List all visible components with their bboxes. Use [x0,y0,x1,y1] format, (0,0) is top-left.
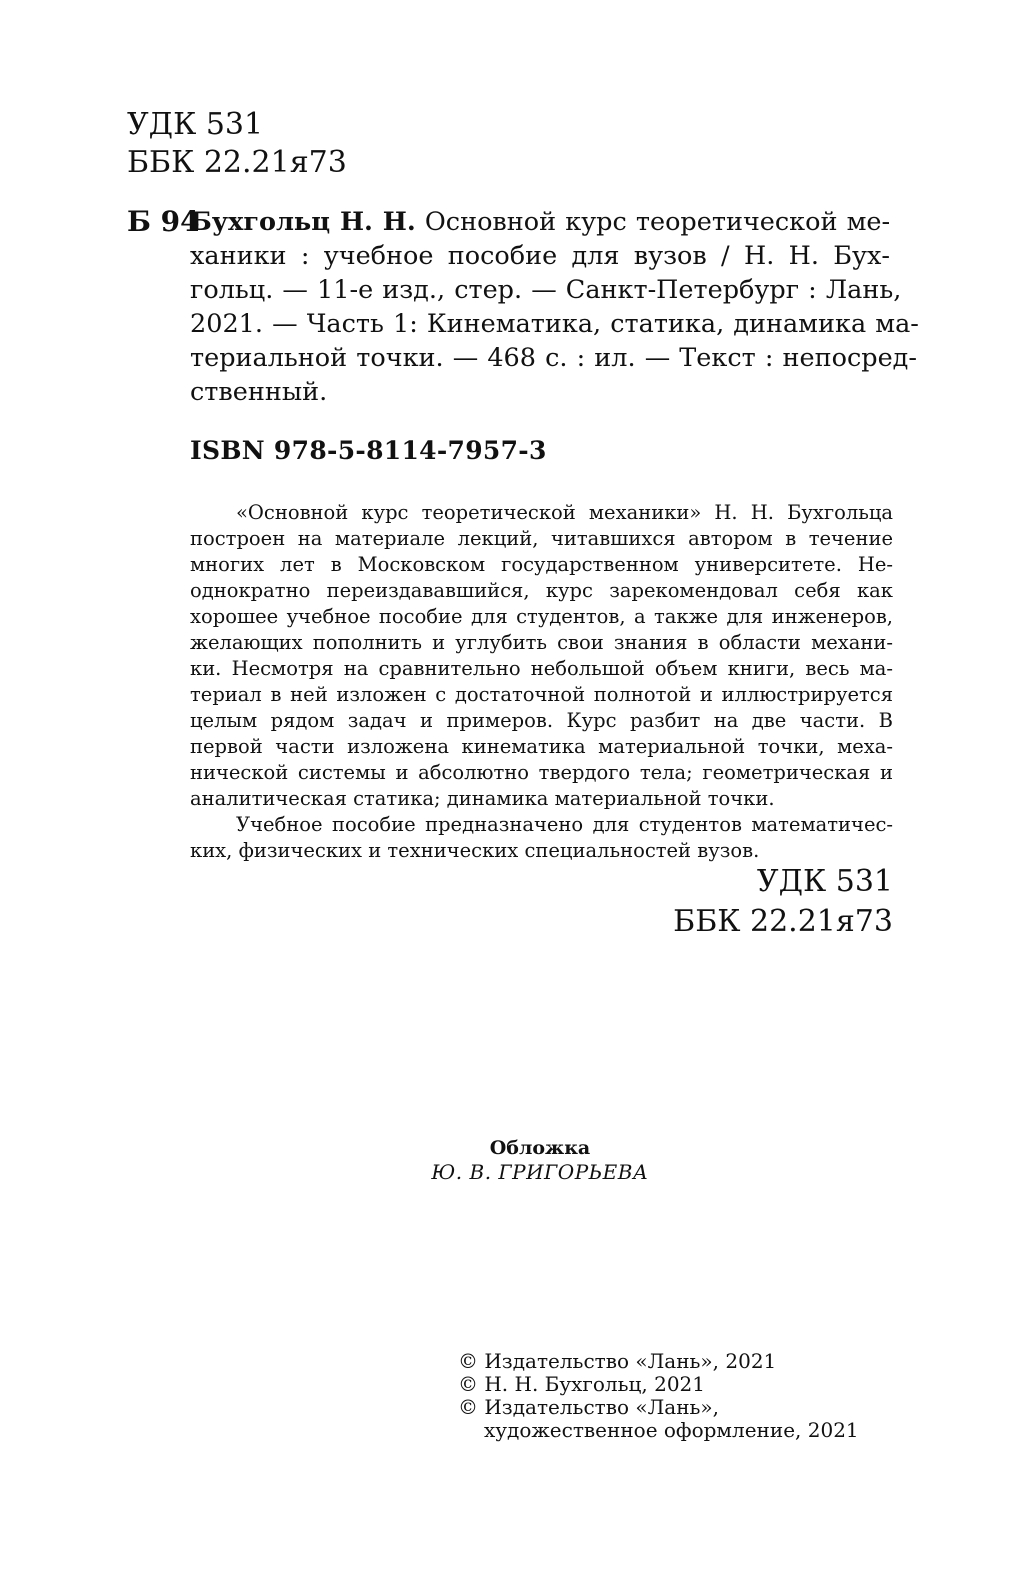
entry-line: териальной точки. — 468 с. : ил. — Текст : непосред- [190,343,917,373]
abstract-line: желающих пополнить и углубить свои знания в области механи- [190,631,893,654]
udk-code: УДК 531 [756,864,893,899]
udk-code: УДК 531 [127,107,264,142]
cover-label: Обложка [489,1137,591,1159]
abstract-line: ких, физических и технических специальностей вузов. [190,839,760,862]
abstract-line: однократно переиздававшийся, курс зарекомендовал себя как [190,579,893,602]
classification-bottom [600,862,893,942]
abstract-line: хорошее учебное пособие для студентов, а также для инженеров, [190,605,893,628]
cover-designer: Ю. В. ГРИГОРЬЕВА [431,1160,649,1184]
entry-line: гольц. — 11-е изд., стер. — Санкт-Петербург : Лань, [190,275,902,305]
copyright-line: © Издательство «Лань», 2021 [458,1349,777,1373]
abstract-line: аналитическая статика; динамика материальной точки. [190,787,775,810]
copyright-line: художественное оформление, 2021 [484,1418,859,1442]
abstract [190,500,893,864]
abstract-line: построен на материале лекций, читавшихся автором в течение [190,527,893,550]
abstract-line: многих лет в Московском государственном университете. Не- [190,553,893,576]
bbk-code: ББК 22.21я73 [127,145,347,180]
bbk-code: ББК 22.21я73 [673,904,893,939]
copyright-block [458,1350,859,1442]
entry-line: ственный. [190,377,328,407]
abstract-line: ки. Несмотря на сравнительно небольшой объем книги, весь ма- [190,657,893,680]
abstract-line: нической системы и абсолютно твердого тела; геометрическая и [190,761,893,784]
bibliographic-entry [190,205,919,409]
entry-line-text: Основной курс теоретической ме- [415,207,891,237]
entry-line [190,205,890,239]
entry-line: 2021. — Часть 1: Кинематика, статика, динамика ма- [190,309,919,339]
abstract-line: Учебное пособие предназначено для студентов математичес- [236,813,893,836]
abstract-line: первой части изложена кинематика материальной точки, меха- [190,735,893,758]
entry-author: Бухгольц Н. Н. [190,207,416,237]
entry-line: ханики : учебное пособие для вузов / Н. Н. Бух- [190,241,890,271]
abstract-line: «Основной курс теоретической механики» Н. Н. Бухгольца [236,501,893,524]
abstract-line: целым рядом задач и примеров. Курс разбит на две части. В [190,709,893,732]
classification-top [127,106,347,182]
abstract-line: териал в ней изложен с достаточной полнотой и иллюстрируется [190,683,893,706]
copyright-line: © Издательство «Лань», [458,1395,720,1419]
author-mark: Б 94 [127,205,200,238]
copyright-line: © Н. Н. Бухгольц, 2021 [458,1372,706,1396]
isbn: ISBN 978-5-8114-7957-3 [190,436,547,465]
